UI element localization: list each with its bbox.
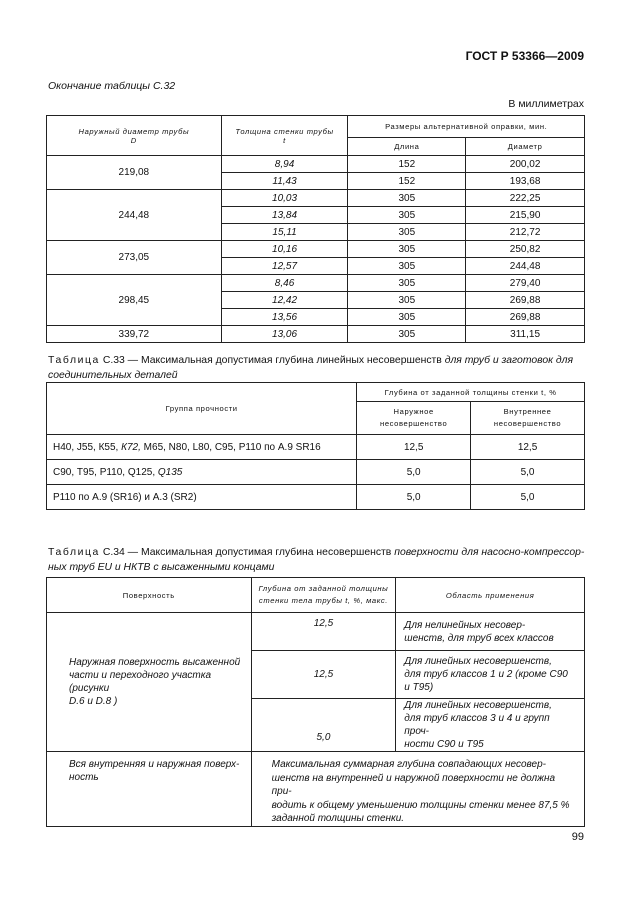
- table-row: [47, 190, 585, 207]
- table-row: [47, 275, 585, 292]
- length-cell: 305: [348, 207, 466, 224]
- outer-cell: 5,0: [357, 485, 471, 510]
- outer-surface-cell: Наружная поверхность высаженной части и переходного участка (рисунки D.6 и D.8 ): [47, 613, 252, 752]
- col-header-depth: Глубина от заданной толщины стенки t, %: [357, 383, 585, 402]
- wall-cell: 10,03: [221, 190, 348, 207]
- diam-cell: 244,48: [466, 258, 585, 275]
- depth-cell: 5,0: [251, 699, 396, 752]
- length-cell: 305: [348, 224, 466, 241]
- wall-cell: 12,57: [221, 258, 348, 275]
- col-header-diam: Диаметр: [466, 138, 585, 156]
- standard-code: ГОСТ Р 53366—2009: [465, 49, 584, 63]
- group-cell: С90, Т95, Р110, Q125, Q135: [47, 460, 357, 485]
- outer-cell: 5,0: [357, 460, 471, 485]
- table-row: [47, 241, 585, 258]
- wall-cell: 11,43: [221, 173, 348, 190]
- all-surface-cell: Вся внутренняя и наружная поверх- ность: [47, 752, 252, 827]
- col-header-mandrel: Размеры альтернативной оправки, мин.: [348, 116, 585, 138]
- diameter-cell: 339,72: [47, 326, 222, 343]
- col-header-inner: Внутреннее несовершенство: [471, 402, 585, 435]
- diameter-cell: 273,05: [47, 241, 222, 275]
- scope-cell: Для линейных несовершенств, для труб классов 1 и 2 (кроме С90 и Т95): [396, 651, 585, 699]
- diam-cell: 212,72: [466, 224, 585, 241]
- scope-cell: Для нелинейных несовер- шенств, для труб всех классов: [396, 613, 585, 651]
- length-cell: 305: [348, 326, 466, 343]
- table-c32-caption: Окончание таблицы С.32: [48, 80, 176, 92]
- wall-cell: 15,11: [221, 224, 348, 241]
- diam-cell: 269,88: [466, 292, 585, 309]
- scope-cell: Для линейных несовершенств, для труб классов 3 и 4 и групп проч- ности С90 и Т95: [396, 699, 585, 752]
- table-row: [47, 435, 585, 460]
- wall-cell: 8,46: [221, 275, 348, 292]
- wall-cell: 10,16: [221, 241, 348, 258]
- col-header-scope: Область применения: [396, 578, 585, 613]
- wall-cell: 13,84: [221, 207, 348, 224]
- depth-cell: 12,5: [251, 651, 396, 699]
- page-number: 99: [571, 831, 584, 843]
- inner-cell: 5,0: [471, 460, 585, 485]
- note-cell: Максимальная суммарная глубина совпадающих несовер- шенств на внутренней и наружной поверхности не должна при- водить к общему уменьшению толщины стенки менее 87,5 % заданной толщины стенки.: [251, 752, 584, 827]
- diam-cell: 269,88: [466, 309, 585, 326]
- length-cell: 305: [348, 258, 466, 275]
- table-row: [47, 460, 585, 485]
- diam-cell: 222,25: [466, 190, 585, 207]
- length-cell: 305: [348, 309, 466, 326]
- table-c33: [46, 382, 585, 510]
- wall-cell: 13,56: [221, 309, 348, 326]
- group-cell: Р110 по А.9 (SR16) и А.3 (SR2): [47, 485, 357, 510]
- length-cell: 305: [348, 275, 466, 292]
- diam-cell: 193,68: [466, 173, 585, 190]
- table-c34: [46, 577, 585, 827]
- col-header-surface: Поверхность: [47, 578, 252, 613]
- table-row: [47, 156, 585, 173]
- col-header-depth-max: Глубина от заданной толщины стенки тела трубы t, %, макс.: [251, 578, 396, 613]
- wall-cell: 12,42: [221, 292, 348, 309]
- diam-cell: 215,90: [466, 207, 585, 224]
- diameter-cell: 219,08: [47, 156, 222, 190]
- table-c33-title: Таблица С.33 — Максимальная допустимая глубина линейных несовершенств для труб и заготовок для соединительных деталей: [48, 355, 574, 381]
- col-header-diameter: Наружный диаметр трубы D: [47, 116, 222, 156]
- diam-cell: 311,15: [466, 326, 585, 343]
- col-header-wall: Толщина стенки трубы t: [221, 116, 348, 156]
- diameter-cell: 244,48: [47, 190, 222, 241]
- length-cell: 152: [348, 173, 466, 190]
- length-cell: 305: [348, 241, 466, 258]
- wall-cell: 13,06: [221, 326, 348, 343]
- inner-cell: 5,0: [471, 485, 585, 510]
- table-c34-title: Таблица С.34 — Максимальная допустимая глубина несовершенств поверхности для насосно-компрессор- ных труб EU и НКТВ с высаженными концами: [48, 547, 585, 573]
- diameter-cell: 298,45: [47, 275, 222, 326]
- group-cell: Н40, J55, К55, К72, М65, N80, L80, С95, Р110 по А.9 SR16: [47, 435, 357, 460]
- inner-cell: 12,5: [471, 435, 585, 460]
- length-cell: 305: [348, 190, 466, 207]
- wall-cell: 8,94: [221, 156, 348, 173]
- table-c32: [46, 115, 585, 343]
- outer-cell: 12,5: [357, 435, 471, 460]
- length-cell: 305: [348, 292, 466, 309]
- diam-cell: 200,02: [466, 156, 585, 173]
- table-row: [47, 485, 585, 510]
- table-row: [47, 326, 585, 343]
- length-cell: 152: [348, 156, 466, 173]
- col-header-group: Группа прочности: [47, 383, 357, 435]
- units-label: В миллиметрах: [508, 98, 584, 110]
- col-header-outer: Наружное несовершенство: [357, 402, 471, 435]
- depth-cell: 12,5: [251, 613, 396, 651]
- diam-cell: 279,40: [466, 275, 585, 292]
- col-header-length: Длина: [348, 138, 466, 156]
- diam-cell: 250,82: [466, 241, 585, 258]
